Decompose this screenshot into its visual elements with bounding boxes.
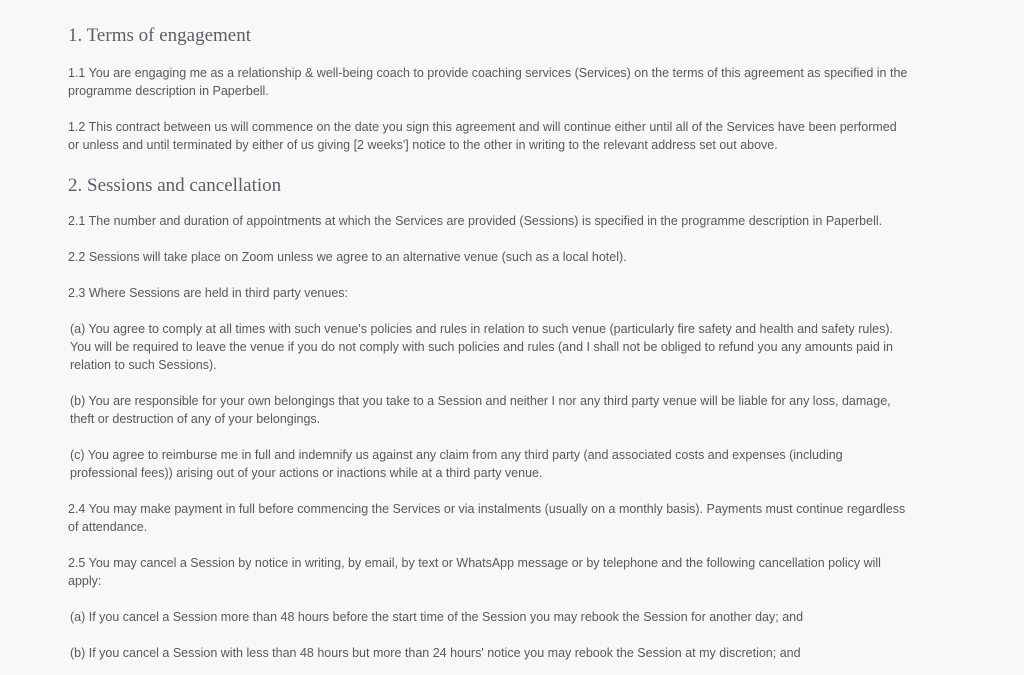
document-content [68,22,908,675]
clause-2-3-a: (a) You agree to comply at all times with such venue's policies and rules in relation to such venue (particularly fire safety and health and safety rules). You will be required to leave the venue if you do not comply with such policies and rules (and I shall not be obliged to refund you any amounts paid in relation to such Sessions). [70,322,893,372]
clause-2-5: 2.5 You may cancel a Session by notice in writing, by email, by text or WhatsApp message or by telephone and the following cancellation policy will apply: [68,556,881,588]
clause-2-3-b: (b) You are responsible for your own belongings that you take to a Session and neither I nor any third party venue will be liable for any loss, damage, theft or destruction of any of your belongings. [70,394,891,426]
clause-2-1: 2.1 The number and duration of appointments at which the Services are provided (Sessions) is specified in the programme description in Paperbell. [68,214,883,228]
clause-2-2: 2.2 Sessions will take place on Zoom unless we agree to an alternative venue (such as a local hotel). [68,250,627,264]
clause-1-1: 1.1 You are engaging me as a relationship & well-being coach to provide coaching services (Services) on the terms of this agreement as specified in the programme description in Paperbell. [68,66,908,98]
clause-2-3-c: (c) You agree to reimburse me in full and indemnify us against any claim from any third party (and associated costs and expenses (including professional fees)) arising out of your actions or inactions while at a third party venue. [70,448,843,480]
section-heading-terms: 1. Terms of engagement [68,25,251,46]
clause-2-3: 2.3 Where Sessions are held in third party venues: [68,286,349,300]
clause-2-5-a: (a) If you cancel a Session more than 48 hours before the start time of the Session you may rebook the Session for another day; and [70,610,804,624]
section-heading-sessions: 2. Sessions and cancellation [68,175,282,196]
clause-2-4: 2.4 You may make payment in full before commencing the Services or via instalments (usually on a monthly basis). Payments must continue regardless of attendance. [68,502,906,534]
clause-2-5-b: (b) If you cancel a Session with less than 48 hours but more than 24 hours' notice you may rebook the Session at my discretion; and [70,646,801,660]
clause-1-2: 1.2 This contract between us will commence on the date you sign this agreement and will continue either until all of the Services have been performed or unless and until terminated by either of us giving [2 weeks'] notice to the other in writing to the relevant address set out above. [68,120,897,152]
